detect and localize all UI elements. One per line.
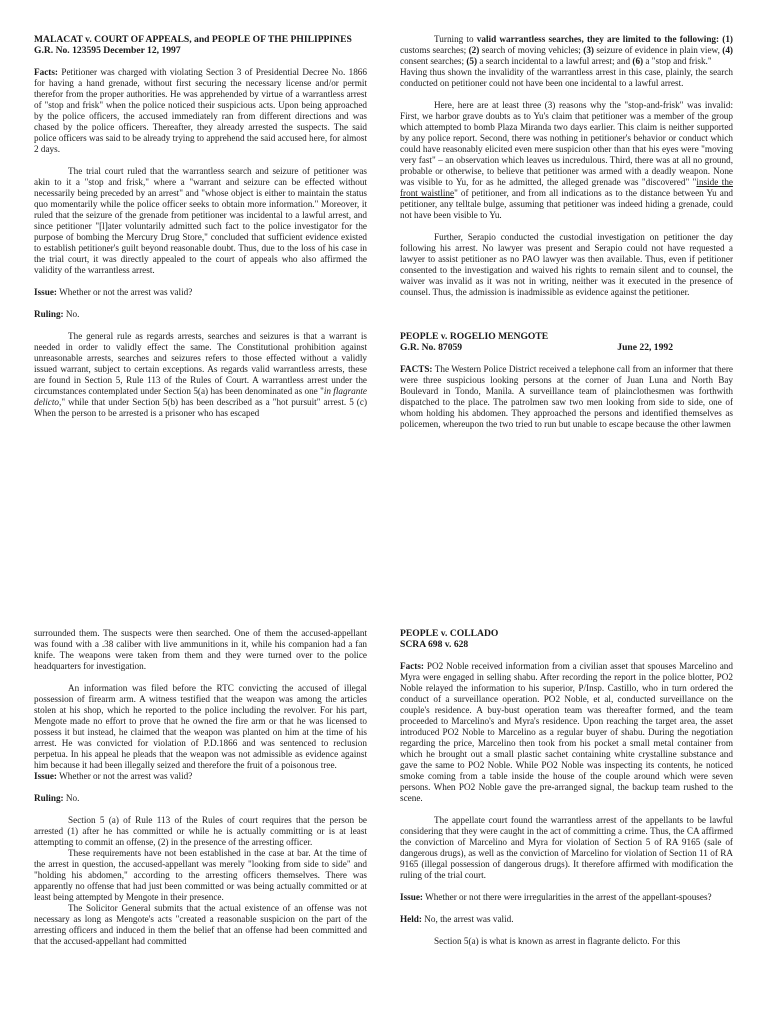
column-top-left: [34, 34, 367, 550]
ruling-line: [34, 793, 367, 804]
facts-paragraph: [400, 661, 733, 804]
custodial-investigation-paragraph: Further, Serapio conducted the custodial investigation on petitioner the day following his arrest. No lawyer was present and Serapio could not have requested a lawyer to assist petitioner as no PAO lawyer was then available. Thus, even if petitioner consented to the investigation and waived his rights to remain silent and to counsel, the waiver was invalid as it was not in writing, neither was it executed in the presence of counsel. Thus, the admission is inadmissible as evidence against the petitioner.: [400, 232, 733, 297]
issue-line: [34, 771, 367, 782]
invalidity-paragraph: Having thus shown the invalidity of the warrantless arrest in this case, plainly, the search conducted on petitioner could not have been one incidental to a lawful arrest.: [400, 67, 733, 88]
facts-text: Petitioner was charged with violating Section 3 of Presidential Decree No. 1866 for having a hand grenade, without first securing the necessary license and/or permit therefor from the proper authorities. He was apprehended by virtue of a warrantless arrest of "stop and frisk" when the police noticed their suspicious acts. Upon being approached by the police officers, the accused immediately ran from different directions and was chased by the police officers. Thereafter, they already arrested the suspects. The said police officers was said to be already trying to apprehend the said accused here, for almost 2 days.: [34, 67, 367, 154]
held-text: No, the arrest was valid.: [424, 914, 514, 924]
issue-label: Issue:: [400, 892, 423, 902]
case-gr-row: [400, 342, 733, 353]
section-5a-paragraph: Section 5(a) is what is known as arrest in flagrante delicto. For this: [434, 936, 681, 946]
ruling-label: Ruling:: [34, 793, 64, 803]
issue-label: Issue:: [34, 771, 57, 781]
column-bottom-left: [34, 628, 367, 1024]
page-half-divider: [0, 556, 768, 557]
case-title: MALACAT v. COURT OF APPEALS, and PEOPLE OF THE PHILIPPINES: [34, 34, 352, 45]
ruling-label: Ruling:: [34, 309, 64, 319]
held-line: [400, 914, 733, 925]
appellate-court-paragraph: The appellate court found the warrantless arrest of the appellants to be lawful considering that they were caught in the act of committing a crime. Thus, the CA affirmed the conviction of Marcelino and Myra for violation of Section 5 of RA 9165 (sale of dangerous drugs), as well as the conviction of Marcelino for violation of Section 11 of RA 9165 (illegal possession of dangerous drugs). It therefore affirmed with modification the ruling of the trial court.: [400, 815, 733, 880]
case-title: PEOPLE v. ROGELIO MENGOTE: [400, 331, 549, 342]
section-5a-paragraph: Section 5 (a) of Rule 113 of the Rules of court requires that the person be arrested (1) after he has committed or while he is actually committing or is at least attempting to commit an offense, (2) in the presence of the arresting officer.: [34, 815, 367, 847]
ruling-line: [34, 309, 367, 320]
facts-continuation: surrounded them. The suspects were then searched. One of them the accused-appellant was found with a .38 caliber with live ammunitions in it, while his companion had a fan knife. The weapons were taken from them and they were turned over to the police headquarters for investigation.: [34, 628, 367, 671]
column-bottom-right: [400, 628, 733, 1024]
general-rule-paragraph: The general rule as regards arrests, searches and seizures is that a warrant is needed in order to validly effect the same. The Constitutional prohibition against unreasonable arrests, searches and seizures refers to those effected without a validly issued warrant, subject to certain exceptions. As regards valid warrantless arrests, these are found in Section 5, Rule 113 of the Rules of Court. A warrantless arrest under the circumstances contemplated under Section 5(a) has been denominated as one "in flagrante delicto," while that under Section 5(b) has been described as a "hot pursuit" arrest. 5 (c) When the person to be arrested is a prisoner who has escaped: [34, 331, 367, 418]
requirements-paragraph: These requirements have not been established in the case at bar. At the time of the arrest in question, the accused-appellant was merely "looking from side to side" and "holding his abdomen," according to the arresting officers themselves. There was apparently no offense that had just been committed or was being actually committed or at least being attempted by Mengote in their presence.: [34, 848, 367, 902]
issue-text: Whether or not there were irregularities in the arrest of the appellant-spouses?: [425, 892, 712, 902]
in-flagrante-term: in flagrante delicto: [34, 386, 367, 407]
ruling-text: No.: [65, 793, 80, 803]
facts-label: Facts:: [400, 661, 424, 671]
facts-label: Facts:: [34, 67, 58, 77]
issue-text: Whether or not the arrest was valid?: [59, 771, 193, 781]
facts-text: PO2 Noble received information from a civilian asset that spouses Marcelino and Myra were engaged in selling shabu. After recording the report in the police blotter, PO2 Noble relayed the information to his superior, P/Insp. Castillo, who in turn ordered the conduct of a surveillance operation. PO2 Noble, et al, conducted surveillance on the couple's residence. A buy-bust operation team was thereafter formed, and the team proceeded to Marcelino's and Myra's residence. Upon reaching the target area, the asset introduced PO2 Noble to Marcelino as a regular buyer of shabu. During the negotiation regarding the price, Marcelino then took from his pocket a small metal container from which he brought out a small plastic sachet containing white crystalline substance and gave the same to PO2 Noble. While PO2 Noble was inspecting its contents, he noticed smoke coming from a table inside the house of the couple around which were seven persons. When PO2 Noble gave the pre-arranged signal, the backup team rushed to the scene.: [400, 661, 733, 803]
case-date: June 22, 1992: [617, 342, 673, 353]
facts-paragraph: [400, 364, 733, 430]
facts-text: The Western Police District received a telephone call from an informer that there were three suspicious looking persons at the corner of Juan Luna and North Bay Boulevard in Tondo, Manila. A surveillance team of plainclothesmen was forthwith dispatched to the place. The patrolmen saw two men looking from side to side, one of whom holding his abdomen. They approached the persons and identified themselves as policemen, whereupon the two tried to run but unable to escape because the other lawmen: [400, 364, 733, 429]
solicitor-general-paragraph: The Solicitor General submits that the actual existence of an offense was not necessary as long as Mengote's acts "created a reasonable suspicion on the part of the arresting officers and induced in them the belief that an offense had been committed and that the accused-appellant had committed: [34, 903, 367, 946]
information-filed-paragraph: An information was filed before the RTC convicting the accused of illegal possession of firearm arm. A witness testified that the weapon was among the articles stolen at his shop, which he reported to the police including the revolver. For his part, Mengote made no effort to prove that he owned the fire arm or that he was licensed to possess it but instead, he claimed that the weapon was planted on him at the time of his arrest. He was convicted for violation of P.D.1866 and was sentenced to reclusion perpetua. In his appeal he pleads that the weapon was not admissible as evidence against him because it had been illegally seized and therefore the fruit of a poisonous tree.: [34, 683, 367, 770]
trial-court-paragraph: The trial court ruled that the warrantless search and seizure of petitioner was akin to it a "stop and frisk," where a "warrant and seizure can be effected without necessarily being preceded by an arrest" and "whose object is either to maintain the status quo momentarily while the police officer seeks to obtain more information." Moreover, it ruled that the seizure of the grenade from petitioner was incidental to a lawful arrest, and since petitioner "[l]ater voluntarily admitted such fact to the police investigator for the purpose of bombing the Mercury Drug Store," concluded that sufficient evidence existed to establish petitioner's guilt beyond reasonable doubt. Thus, due to the loss of his case in the trial court, it was directly appealed to the court of appeals who also affirmed the validity of the warrantless arrest.: [34, 166, 367, 275]
issue-line: [400, 892, 733, 903]
issue-text: Whether or not the arrest was valid?: [59, 287, 193, 297]
issue-line: [34, 287, 367, 298]
held-label: Held:: [400, 914, 422, 924]
front-waistline-quote: inside the front waistline: [400, 177, 733, 198]
facts-label: FACTS:: [400, 364, 433, 374]
ruling-text: No.: [65, 309, 80, 319]
issue-label: Issue:: [34, 287, 57, 297]
facts-paragraph: [34, 67, 367, 155]
three-reasons-paragraph: Here, here are at least three (3) reasons why the "stop-and-frisk" was invalid: First, we harbor grave doubts as to Yu's claim that petitioner was a member of the group which attempted to bomb Plaza Miranda two days earlier. This claim is neither supported by any police report. Second, there was nothing in petitioner's behavior or conduct which could have reasonably elicited even mere suspicion other than that his eyes were "moving very fast" – an observation which leaves us incredulous. Third, there was at all no ground, probable or otherwise, to believe that petitioner was armed with a deadly weapon. None was visible to Yu, for as he admitted, the alleged grenade was "discovered" "inside the front waistline" of petitioner, and from all indications as to the distance between Yu and petitioner, any telltale bulge, assuming that petitioner was indeed hiding a grenade, could not have been visible to Yu.: [400, 100, 733, 220]
case-gr-number: G.R. No. 123595 December 12, 1997: [34, 45, 181, 56]
case-scra: SCRA 698 v. 628: [400, 639, 469, 650]
warrantless-searches-paragraph: Turning to valid warrantless searches, they are limited to the following: (1) customs searches; (2) search of moving vehicles; (3) seizure of evidence in plain view, (4) consent searches; (5) a search incidental to a lawful arrest; and (6) a "stop and frisk.": [400, 34, 733, 66]
case-gr-number: G.R. No. 87059: [400, 342, 463, 353]
column-top-right: [400, 34, 733, 550]
case-title: PEOPLE v. COLLADO: [400, 628, 499, 639]
